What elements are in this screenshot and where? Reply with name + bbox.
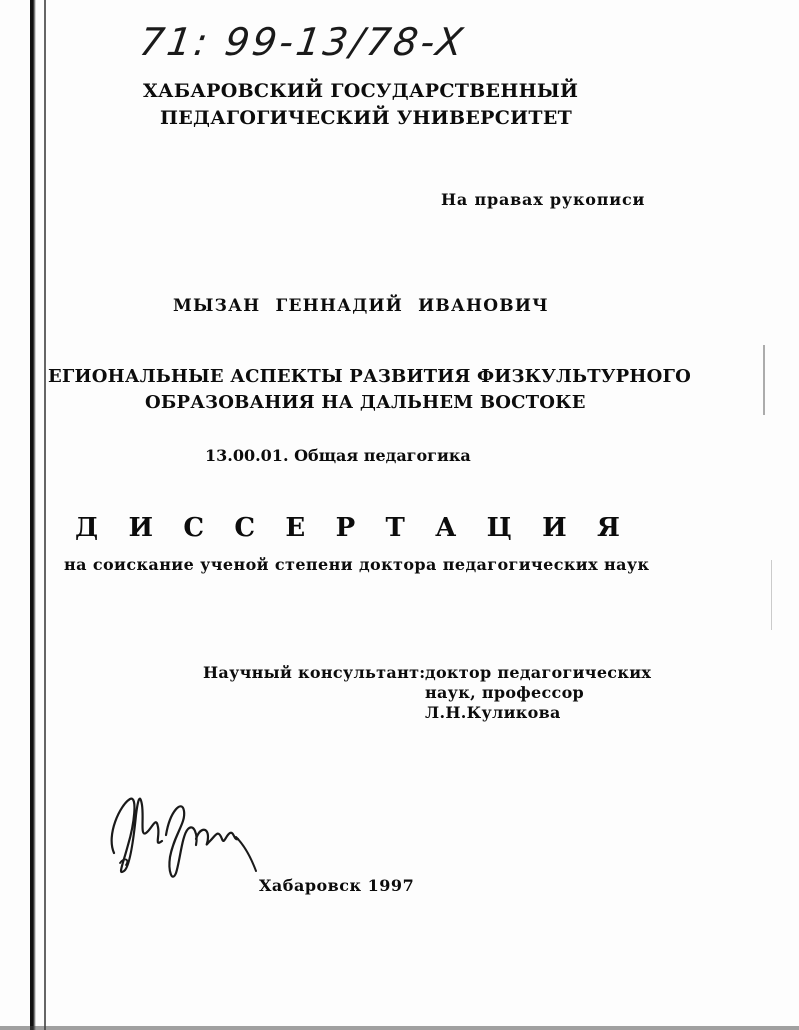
scan-edge-bottom [0,1026,799,1030]
handwritten-signature [100,775,260,885]
scan-mark-right-lower [771,560,772,630]
heading-letter: Я [597,513,620,543]
degree-statement: на соискание ученой степени доктора педагогических наук [64,555,650,574]
heading-letter: Р [335,513,356,543]
heading-letter: С [183,513,205,543]
scan-line-left [44,0,46,1030]
heading-letter: И [128,513,154,543]
heading-letter: И [542,513,567,543]
author-name: МЫЗАН ГЕННАДИЙ ИВАНОВИЧ [173,296,549,316]
dissertation-title-line1: ЕГИОНАЛЬНЫЕ АСПЕКТЫ РАЗВИТИЯ ФИЗКУЛЬТУРНОГО [48,366,691,387]
city-and-year: Хабаровск 1997 [259,876,415,895]
heading-letter: Ц [486,513,512,543]
heading-letter: Т [385,513,405,543]
consultant-title-line1: доктор педагогических [425,663,652,682]
heading-letter: Е [285,513,306,543]
consultant-name: Л.Н.Куликова [425,703,561,722]
dissertation-title-line2: ОБРАЗОВАНИЯ НА ДАЛЬНЕМ ВОСТОКЕ [145,392,586,413]
consultant-title-line2: наук, профессор [425,683,585,702]
university-name-line2: ПЕДАГОГИЧЕСКИЙ УНИВЕРСИТЕТ [160,107,573,129]
heading-letter: Д [75,513,99,543]
university-name-line1: ХАБАРОВСКИЙ ГОСУДАРСТВЕННЫЙ [143,80,579,102]
manuscript-note: На правах рукописи [441,190,646,209]
scan-edge-left [30,0,36,1030]
consultant-label: Научный консультант: [203,663,426,682]
heading-letter: С [234,513,256,543]
document-type-heading [75,513,620,543]
scan-mark-right [763,345,765,415]
heading-letter: А [435,513,457,543]
handwritten-archive-code: 71: 99-13/78-X [136,20,469,64]
specialty-code: 13.00.01. Общая педагогика [205,446,471,465]
